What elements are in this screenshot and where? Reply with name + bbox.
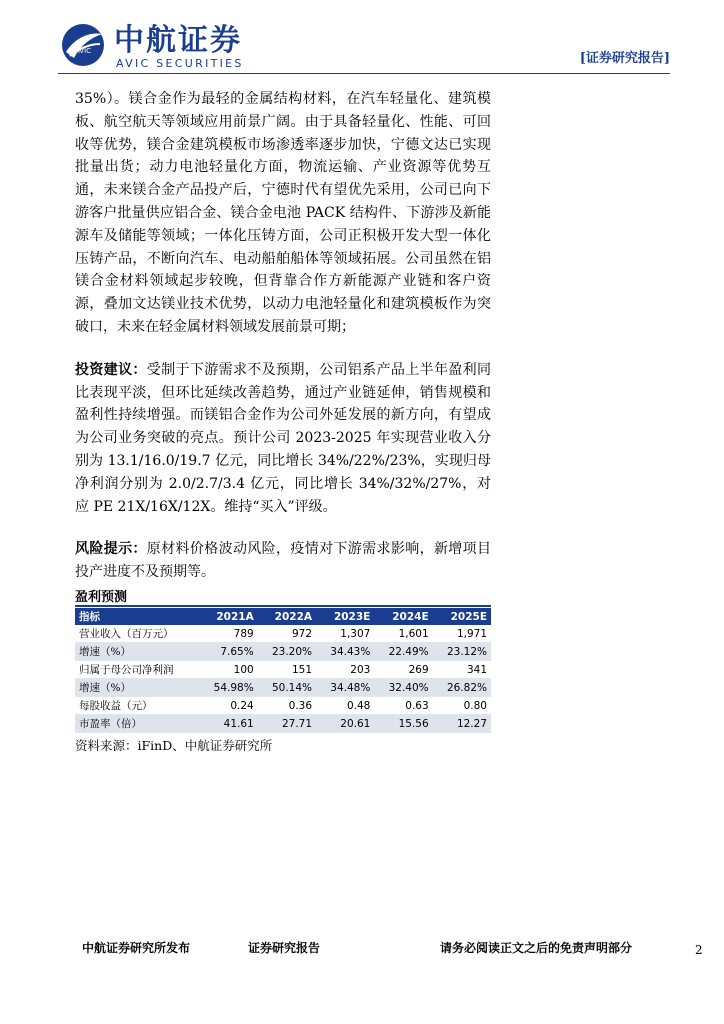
table-cell: 20.61 [316, 715, 374, 733]
table-source: 资料来源：iFinD、中航证券研究所 [75, 738, 273, 753]
report-body [75, 88, 491, 584]
table-cell: 0.48 [316, 697, 374, 715]
table-cell: 0.63 [374, 697, 432, 715]
table-title: 盈利预测 [75, 590, 128, 605]
table-cell: 972 [258, 625, 316, 643]
row-label: 增速（%） [75, 679, 199, 697]
earnings-forecast-table [75, 608, 491, 733]
row-label: 市盈率（倍） [75, 715, 199, 733]
table-cell: 151 [258, 661, 316, 679]
table-top-rule [75, 605, 491, 607]
table-cell: 12.27 [433, 715, 491, 733]
investment-text: 受制于下游需求不及预期，公司铝系产品上半年盈利同比表现平淡，但环比延续改善趋势，通过产业链延伸，销售规模和盈利性持续增强。而镁铝合金作为公司外延发展的新方向，有望成为公司业务突破的亮点。预计公司 2023-2025 年实现营业收入分别为 13.1/16.0/19.7 亿元，同比增长 34%/22%/23%，实现归母净利润分别为 2.0/2.7/3.4 亿元，同比增长 34%/32%/27%，对应 PE 21X/16X/12X。维持“买入”评级。 [75, 361, 492, 515]
paragraph-industry: 35%）。镁合金作为最轻的金属结构材料，在汽车轻量化、建筑模板、航空航天等领域应用前景广阔。由于具备轻量化、性能、可回收等优势，镁合金建筑模板市场渗透率逐步加快，宁德文达已实现批量出货；动力电池轻量化方面，物流运输、产业资源等优势互通，未来镁合金产品投产后，宁德时代有望优先采用，公司已向下游客户批量供应铝合金、镁合金电池 PACK 结构件、下游涉及新能源车及储能等领域；一体化压铸方面，公司正积极开发大型一体化压铸产品，不断向汽车、电动船舶船体等领域拓展。公司虽然在铝镁合金材料领域起步较晚，但背靠合作方新能源产业链和客户资源，叠加文达镁业技术优势，以动力电池轻量化和建筑模板作为突破口，未来在轻金属材料领域发展前景可期； [75, 91, 491, 335]
investment-label: 投资建议： [75, 361, 147, 378]
table-cell: 100 [199, 661, 257, 679]
table-cell: 269 [374, 661, 432, 679]
table-row [75, 679, 491, 697]
table-row [75, 661, 491, 679]
table-cell: 15.56 [374, 715, 432, 733]
column-header: 2022A [258, 608, 316, 625]
logo-cn: 中航证券 [114, 23, 242, 58]
table-row [75, 643, 491, 661]
table-cell: 1,601 [374, 625, 432, 643]
logo-badge-text: AVIC [74, 47, 92, 55]
page-header [60, 14, 670, 74]
table-row [75, 697, 491, 715]
report-type: [证券研究报告] [579, 51, 670, 66]
column-header: 指标 [75, 608, 199, 625]
footer-publisher: 中航证券研究所发布 [82, 941, 191, 955]
risk-label: 风险提示： [75, 541, 147, 558]
row-label: 归属于母公司净利润 [75, 661, 199, 679]
table-cell: 26.82% [433, 679, 491, 697]
table-row [75, 715, 491, 733]
table-cell: 34.48% [316, 679, 374, 697]
column-header: 2023E [316, 608, 374, 625]
row-label: 每股收益（元） [75, 697, 199, 715]
table-cell: 1,971 [433, 625, 491, 643]
header-divider [58, 73, 670, 74]
table-cell: 54.98% [199, 679, 257, 697]
table-cell: 341 [433, 661, 491, 679]
table-cell: 1,307 [316, 625, 374, 643]
table-cell: 32.40% [374, 679, 432, 697]
table-row [75, 625, 491, 643]
risk-text: 原材料价格波动风险，疫情对下游需求影响，新增项目投产进度不及预期等。 [75, 541, 492, 581]
table-cell: 7.65% [199, 643, 257, 661]
table-cell: 0.24 [199, 697, 257, 715]
table-cell: 34.43% [316, 643, 374, 661]
table-cell: 23.20% [258, 643, 316, 661]
avic-swoosh-icon [60, 22, 106, 68]
table-cell: 0.80 [433, 697, 491, 715]
table-cell: 41.61 [199, 715, 257, 733]
column-header: 2025E [433, 608, 491, 625]
table-cell: 23.12% [433, 643, 491, 661]
column-header: 2024E [374, 608, 432, 625]
page-number: 2 [695, 943, 703, 957]
table-cell: 203 [316, 661, 374, 679]
row-label: 增速（%） [75, 643, 199, 661]
table-cell: 789 [199, 625, 257, 643]
logo-en: AVIC SECURITIES [116, 57, 244, 70]
footer-report-type: 证券研究报告 [248, 941, 321, 955]
paragraph-investment [75, 359, 491, 519]
paragraph-risk [75, 538, 491, 584]
row-label: 营业收入（百万元） [75, 625, 199, 643]
table-cell: 22.49% [374, 643, 432, 661]
table-cell: 50.14% [258, 679, 316, 697]
table-cell: 27.71 [258, 715, 316, 733]
column-header: 2021A [199, 608, 257, 625]
table-cell: 0.36 [258, 697, 316, 715]
table-header-row [75, 608, 491, 625]
footer-disclaimer: 请务必阅读正文之后的免责声明部分 [440, 941, 633, 955]
